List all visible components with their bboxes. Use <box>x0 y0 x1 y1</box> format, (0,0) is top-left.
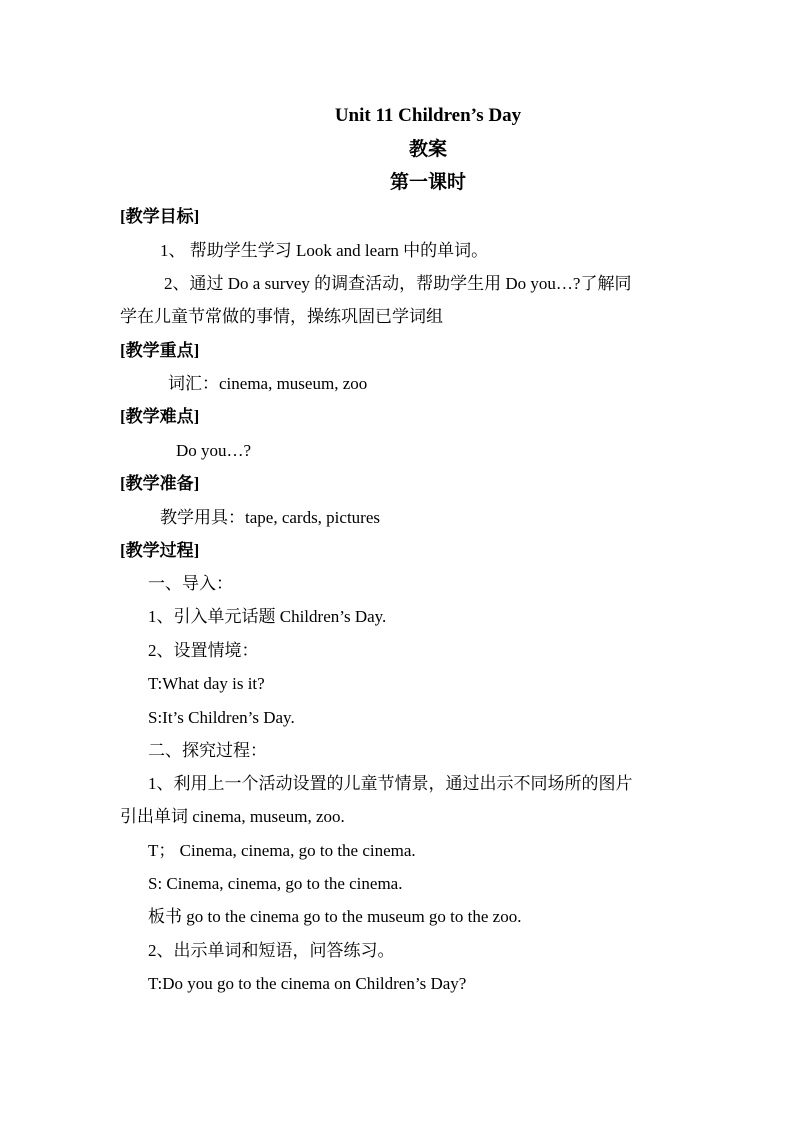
process-line: 2、出示单词和短语，问答练习。 <box>148 941 395 960</box>
document-subtitle: 教案 <box>408 139 447 160</box>
process-line: 1、引入单元话题 Children’s Day. <box>148 607 387 626</box>
process-line: 引出单词 cinema, museum, zoo. <box>120 807 345 826</box>
process-heading: [教学过程] <box>120 541 200 560</box>
process-line: 2、设置情境： <box>148 641 259 660</box>
process-line: 1、利用上一个活动设置的儿童节情景，通过出示不同场所的图片 <box>148 774 633 793</box>
objective-2-line-2: 学在儿童节常做的事情，操练巩固已学词组 <box>120 307 443 326</box>
document-title: Unit 11 Children’s Day <box>334 105 522 126</box>
objective-2-line-1: 2、通过 Do a survey 的调查活动，帮助学生用 Do you…?了解同 <box>164 274 632 293</box>
process-step-explore: 二、探究过程： <box>148 741 267 760</box>
lesson-label: 第一课时 <box>389 172 466 193</box>
process-line: T:What day is it? <box>148 674 265 693</box>
process-step-intro: 一、导入： <box>148 574 233 593</box>
process-line: S: Cinema, cinema, go to the cinema. <box>148 874 403 893</box>
process-line: 板书 go to the cinema go to the museum go to the zoo. <box>148 907 522 926</box>
difficulties-heading: [教学难点] <box>120 407 200 426</box>
objective-1: 1、 帮助学生学习 Look and learn 中的单词。 <box>160 241 489 260</box>
preparation-text: 教学用具：tape, cards, pictures <box>160 508 380 527</box>
process-line: S:It’s Children’s Day. <box>148 708 295 727</box>
key-points-heading: [教学重点] <box>120 341 200 360</box>
key-points-text: 词汇：cinema, museum, zoo <box>168 374 368 393</box>
objectives-heading: [教学目标] <box>120 207 200 226</box>
process-line: T:Do you go to the cinema on Children’s Day? <box>148 974 467 993</box>
preparation-heading: [教学准备] <box>120 474 200 493</box>
difficulties-text: Do you…? <box>176 441 252 460</box>
process-line: T； Cinema, cinema, go to the cinema. <box>148 841 416 860</box>
